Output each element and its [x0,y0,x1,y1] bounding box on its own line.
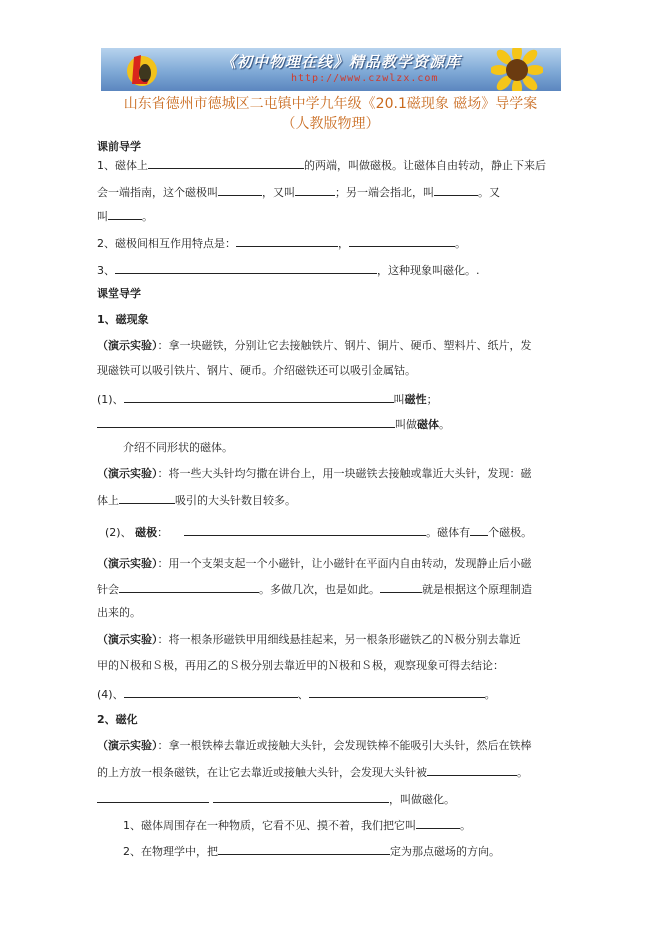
page-title: 山东省德州市德城区二屯镇中学九年级《20.1磁现象 磁场》导学案 [123,96,538,112]
blank[interactable] [470,524,488,536]
demo-1-line-2: 现磁铁可以吸引铁片、钢片、硬币。介绍磁铁还可以吸引金属钴。 [97,364,416,377]
blank[interactable] [124,391,394,403]
demo-2-line-2: 体上 吸引的大头针数目较多。 [97,494,296,507]
blank[interactable] [97,791,209,803]
demo-4-line-2: 甲的Ｎ极和Ｓ极，再用乙的Ｓ极分别去靠近甲的Ｎ极和Ｓ极，观察现象可得去结论： [97,659,504,672]
demo-5-line-1: （演示实验）：拿一根铁棒去靠近或接触大头针，会发现铁棒不能吸引大头针，然后在铁棒 [97,739,532,752]
blank[interactable] [349,235,455,247]
blank[interactable] [434,184,478,196]
blank[interactable] [427,764,517,776]
blank[interactable] [119,492,175,504]
demo-3-line-1: （演示实验）：用一个支架支起一个小磁针，让小磁针在平面内自由转动，发现静止后小磁 [97,557,532,570]
banner-url: http://www.czwlzx.com [291,73,439,84]
blank[interactable] [218,843,390,855]
point-1-magnet: 叫做磁体。 [97,416,450,432]
field-2: 2、在物理学中，把 定为那点磁场的方向。 [123,845,500,858]
question-1-line-1: 1、磁体上 的两端，叫做磁极。让磁体自由转动，静止下来后 [97,159,546,172]
blank[interactable] [115,262,377,274]
blank[interactable] [236,235,338,247]
demo-2-line-1: （演示实验）：将一些大头针均匀撒在讲台上，用一块磁铁去接触或靠近大头针，发现：磁 [97,467,532,480]
blank[interactable] [416,817,460,829]
demo-3-line-2: 针会 。多做几次，也是如此。 就是根据这个原理制造 [97,583,532,596]
blank[interactable] [148,157,304,169]
point-4-conclusion: (4)、 、 。 [97,688,496,701]
question-3: 3、 ，这种现象叫磁化。. [97,264,480,277]
blank[interactable] [124,686,298,698]
blank[interactable] [97,416,395,428]
point-2-poles: (2)、 磁极： 。磁体有 个磁极。 [105,526,533,539]
point-5-magnetization: ，叫做磁化。 [97,791,455,807]
blank[interactable] [184,524,426,536]
demo-1-line-1: （演示实验）：拿一块磁铁，分别让它去接触铁片、钢片、铜片、硬币、塑料片、纸片，发 [97,339,532,352]
question-2: 2、磁极间相互作用特点是： ， 。 [97,237,466,250]
sunflower-icon [491,48,543,91]
intro-shapes: 介绍不同形状的磁体。 [123,441,233,454]
banner-title: 《初中物理在线》精品教学资源库 [221,53,462,71]
blank[interactable] [295,184,335,196]
blank[interactable] [309,686,485,698]
demo-5-line-2: 的上方放一根条磁铁，在让它去靠近或接触大头针，会发现大头针被 。 [97,766,528,779]
section-magnetization: 2、磁化 [97,713,138,726]
demo-4-line-1: （演示实验）：将一根条形磁铁甲用细线悬挂起来，另一根条形磁铁乙的Ｎ极分别去靠近 [97,633,521,646]
blank[interactable] [213,791,389,803]
demo-3-line-3: 出来的。 [97,606,141,619]
blank[interactable] [380,581,422,593]
blank[interactable] [108,208,142,220]
blank[interactable] [119,581,259,593]
question-1-line-3: 叫 。 [97,210,153,223]
header-banner [101,48,561,91]
blank[interactable] [218,184,262,196]
point-1-magnetism: (1)、 叫磁性； [97,393,438,406]
section-in-class: 课堂导学 [97,287,141,300]
logo-icon [125,51,159,88]
section-magnetism: 1、磁现象 [97,313,149,326]
question-1-line-2: 会一端指南，这个磁极叫 ，又叫 ；另一端会指北，叫 。又 [97,186,500,199]
section-pre-class: 课前导学 [97,140,141,153]
field-1: 1、磁体周围存在一种物质，它看不见、摸不着，我们把它叫 。 [123,819,471,832]
page-subtitle: （人教版物理） [281,116,380,132]
